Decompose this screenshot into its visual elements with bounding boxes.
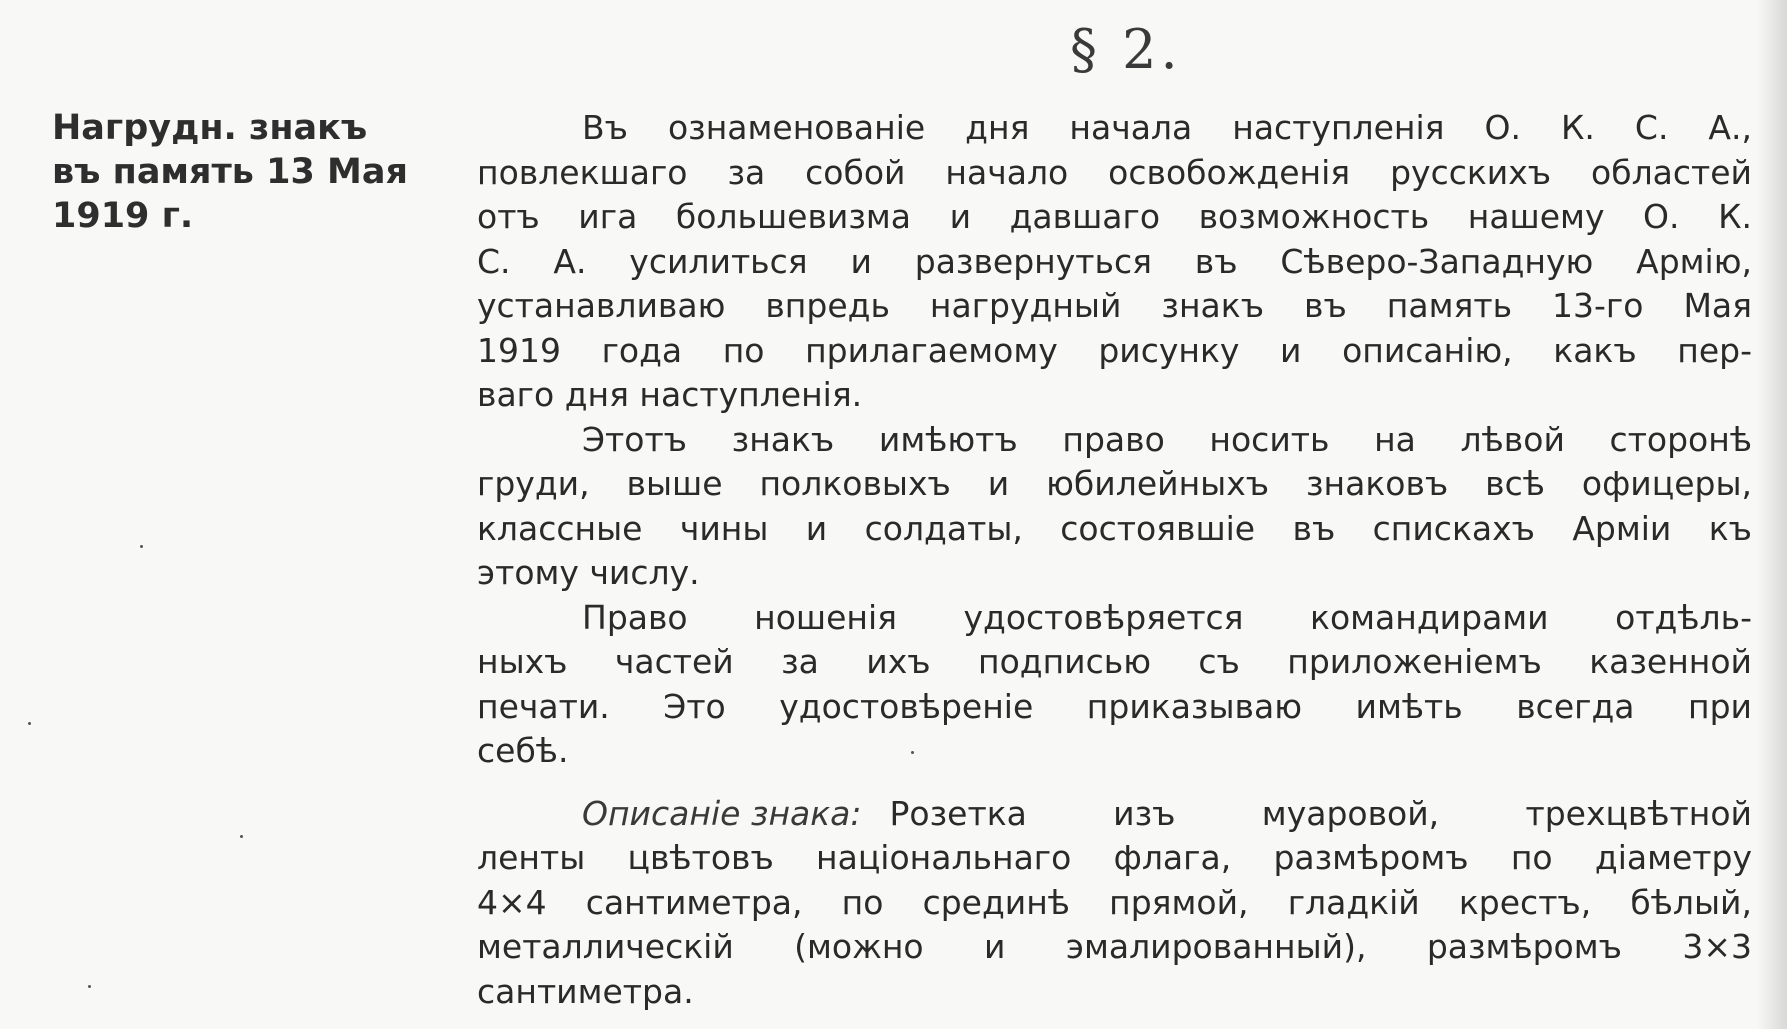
- text-line: ленты цвѣтовъ національнаго флага, размѣромъ по діаметру: [477, 838, 1752, 877]
- scan-speck: [911, 751, 914, 754]
- text-line: сантиметра.: [477, 971, 694, 1011]
- text-line: [477, 792, 1752, 837]
- description-first-line: Розетка изъ муаровой, трехцвѣтной: [889, 793, 1752, 833]
- paragraph-establishment: [477, 106, 1752, 418]
- scan-speck: [88, 985, 91, 988]
- text-line: классные чины и солдаты, состоявшіе въ спискахъ Арміи къ: [477, 508, 1752, 548]
- text-line: груди, выше полковыхъ и юбилейныхъ знаковъ всѣ офицеры,: [477, 464, 1752, 503]
- scan-speck: [240, 835, 243, 838]
- margin-note: [52, 106, 452, 238]
- paragraph-wearing-right: [477, 418, 1752, 596]
- text-line: Право ношенія удостовѣряется командирами отдѣль-: [582, 597, 1752, 637]
- text-line: металлическій (можно и эмалированный), размѣромъ 3×3: [477, 927, 1752, 966]
- text-line: С. А. усилиться и развернуться въ Сѣверо-Западную Армію,: [477, 241, 1752, 281]
- text-line: отъ ига большевизма и давшаго возможность нашему О. К.: [477, 197, 1752, 236]
- scan-speck: [140, 545, 143, 548]
- text-line: Въ ознаменованіе дня начала наступленія О. К. С. А.,: [582, 108, 1752, 147]
- text-line: печати. Это удостовѣреніе приказываю имѣть всегда при: [477, 686, 1752, 726]
- text-line: ваго дня наступленія.: [477, 375, 863, 414]
- text-line: ныхъ частей за ихъ подписью съ приложеніемъ казенной: [477, 642, 1752, 681]
- margin-note-line: 1919 г.: [52, 196, 194, 236]
- text-line: себѣ.: [477, 731, 569, 770]
- order-body: [477, 106, 1752, 1014]
- paragraph-description: [477, 792, 1752, 1015]
- scan-edge-shadow: [1757, 0, 1787, 1029]
- margin-note-line: Нагрудн. знакъ: [52, 108, 368, 148]
- scan-speck: [28, 722, 31, 725]
- section-number: § 2.: [1070, 18, 1182, 81]
- paragraph-gap: [477, 774, 1752, 792]
- text-line: 1919 года по прилагаемому рисунку и описанію, какъ пер-: [477, 330, 1752, 370]
- description-label: Описаніе знака:: [582, 793, 862, 833]
- text-line: повлекшаго за собой начало освобожденія русскихъ областей: [477, 152, 1752, 192]
- text-line: этому числу.: [477, 553, 700, 592]
- margin-note-line: въ память 13 Мая: [52, 152, 408, 192]
- text-line: 4×4 сантиметра, по срединѣ прямой, гладкій крестъ, бѣлый,: [477, 882, 1752, 922]
- text-line: Этотъ знакъ имѣютъ право носить на лѣвой сторонѣ: [582, 419, 1752, 459]
- text-line: устанавливаю впредь нагрудный знакъ въ память 13-го Мая: [477, 286, 1752, 325]
- paragraph-certification: [477, 596, 1752, 774]
